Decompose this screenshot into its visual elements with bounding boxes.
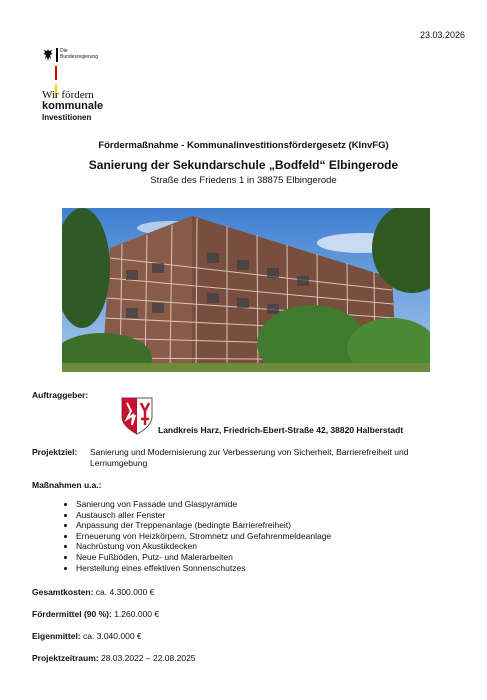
coat-of-arms-icon (121, 397, 153, 435)
project-period-value: 28.03.2022 – 22.08.2025 (100, 653, 196, 663)
project-title: Sanierung der Sekundarschule „Bodfeld“ Elbingerode (88, 158, 399, 172)
own-funds-value: ca. 3.040.000 € (83, 631, 142, 641)
slogan-line1: Wir fördern (42, 89, 94, 101)
client-name: Landkreis Harz, Friedrich-Ebert-Straße 42, 38820 Halberstadt (158, 425, 404, 435)
list-item: • Herstellung eines effektiven Sonnenschutzes (76, 563, 331, 574)
client-label: Auftraggeber: (32, 390, 89, 400)
own-funds (32, 631, 142, 641)
total-cost (32, 587, 154, 597)
list-item: • Anpassung der Treppenanlage (bedingte Barrierefreiheit) (76, 520, 331, 531)
funding-label: Fördermittel (90 %): (32, 609, 112, 619)
list-item: • Neue Fußböden, Putz- und Malerarbeiten (76, 552, 331, 563)
own-funds-label: Eigenmittel: (32, 631, 81, 641)
goal-text: Sanierung und Modernisierung zur Verbesserung von Sicherheit, Barrierefreiheit und Lernumgebung (90, 447, 409, 468)
measures-list (62, 499, 331, 573)
slogan-line2: kommunale (42, 100, 104, 112)
total-cost-label: Gesamtkosten: (32, 587, 94, 597)
project-address: Straße des Friedens 1 in 38875 Elbingerode (150, 175, 337, 186)
slogan (42, 90, 103, 123)
funding (32, 609, 159, 619)
eagle-icon (42, 48, 54, 62)
goal-label: Projektziel: (32, 447, 78, 457)
funding-value: 1.260.000 € (114, 609, 160, 619)
government-label-line2: Bundesregierung (60, 54, 99, 60)
project-period (32, 653, 196, 663)
list-item: • Erneuerung von Heizkörpern, Stromnetz und Gefahrenmeldeanlage (76, 531, 331, 542)
list-item: • Sanierung von Fassade und Glaspyramide (76, 499, 331, 510)
district-crest (121, 397, 153, 440)
government-label-line1: Die (60, 48, 68, 54)
government-label (60, 48, 98, 60)
program-title: Fördermaßnahme - Kommunalinvestitionsfördergesetz (KInvFG) (98, 140, 389, 151)
list-item: • Nachrüstung von Akustikdecken (76, 541, 331, 552)
building-photo (62, 208, 430, 372)
total-cost-value: ca. 4.300.000 € (95, 587, 155, 597)
list-item: • Austausch aller Fenster (76, 510, 331, 521)
document-date: 23.03.2026 (419, 30, 465, 40)
slogan-line3: Investitionen (42, 113, 92, 122)
project-period-label: Projektzeitraum: (32, 653, 99, 663)
measures-label: Maßnahmen u.a.: (32, 480, 102, 490)
